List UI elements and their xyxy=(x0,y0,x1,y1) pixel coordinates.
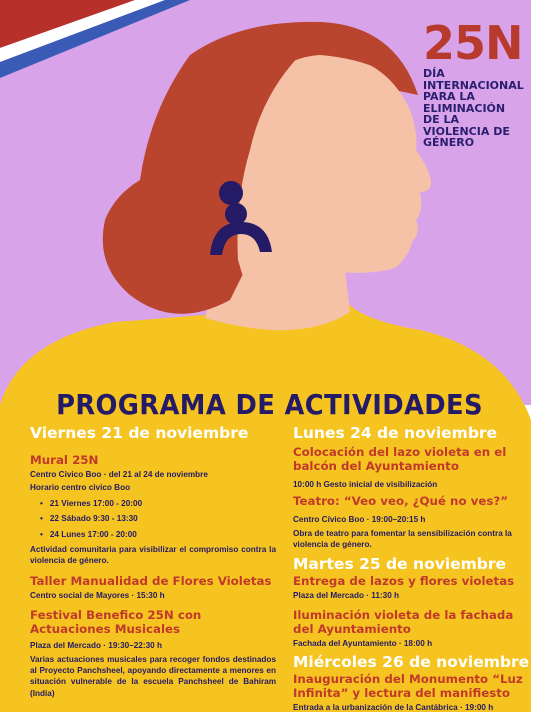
event-title-entrega: Entrega de lazos y flores violetas xyxy=(293,573,515,588)
schedule-slot: • 24 Lunes 17:00 - 20:00 xyxy=(30,529,276,540)
event-title-mural: Mural 25N xyxy=(30,453,99,467)
event-place-teatro: Centro Cívico Boo · 19:00–20:15 h xyxy=(293,515,426,525)
event-place-inauguracion: Entrada a la urbanización de la Cantábrica · 19:00 h xyxy=(293,703,494,713)
event-title-lazo: Colocación del lazo violeta en el balcón del Ayuntamiento xyxy=(293,445,507,473)
event-title-festival: Festival Benefico 25N con Actuaciones Musicales xyxy=(30,608,202,637)
earring-top-circle xyxy=(219,181,243,205)
event-place-mural: Centro Civico Boo · del 21 al 24 de noviembre xyxy=(30,470,208,479)
left-column xyxy=(30,424,276,699)
event-place-entrega: Plaza del Mercado · 11:30 h xyxy=(293,590,400,600)
event-title-inauguracion: Inauguración del Monumento “Luz Infinita” y lectura del manifiesto xyxy=(293,672,523,701)
schedule-slot: • 21 Viernes 17:00 - 20:00 xyxy=(30,498,276,509)
event-title-teatro: Teatro: “Veo veo, ¿Qué no ves?” xyxy=(293,494,508,509)
day-heading-friday: Viernes 21 de noviembre xyxy=(30,424,249,442)
event-desc-teatro: Obra de teatro para fomentar la sensibilización contra la violencia de género. xyxy=(293,528,512,550)
header-block xyxy=(423,16,535,149)
event-place-festival: Plaza del Mercado · 19:30–22:30 h xyxy=(30,641,162,651)
day-heading-tuesday: Martes 25 de noviembre xyxy=(293,554,507,573)
header-subtitle: DÍA INTERNACIONAL PARA LA ELIMINACIÓN DE LA VIOLENCIA DE GÉNERO xyxy=(423,67,524,149)
event-title-taller: Taller Manualidad de Flores Violetas xyxy=(30,573,272,588)
earring-middle-circle xyxy=(225,203,247,225)
event-desc-festival: Varias actuaciones musicales para recoger fondos destinados al Proyecto Panchsheel, apoyando directamente a menores en situación vulnerable de la escuela Panchsheel de Bahiram (India) xyxy=(30,654,276,698)
schedule-slot: • 22 Sábado 9:30 - 13:30 xyxy=(30,513,276,524)
header-number: 25N xyxy=(423,16,523,70)
bottom-strip xyxy=(0,712,539,727)
event-time-lazo: 10:00 h Gesto inicial de visibilización xyxy=(293,480,438,489)
program-title: PROGRAMA DE ACTIVIDADES xyxy=(56,388,483,421)
event-title-iluminacion: Iluminación violeta de la fachada del Ayuntamiento xyxy=(293,608,514,637)
day-heading-monday: Lunes 24 de noviembre xyxy=(293,424,498,442)
event-place-taller: Centro social de Mayores · 15:30 h xyxy=(30,590,165,600)
event-desc-mural: Actividad comunitaria para visibilizar el compromiso contra la violencia de género. xyxy=(30,545,276,566)
right-column xyxy=(293,424,530,714)
event-hours-label: Horario centro civico Boo xyxy=(30,483,131,493)
day-heading-wednesday: Miércoles 26 de noviembre xyxy=(293,653,530,672)
event-place-iluminacion: Fachada del Ayuntamiento · 18:00 h xyxy=(293,639,433,649)
